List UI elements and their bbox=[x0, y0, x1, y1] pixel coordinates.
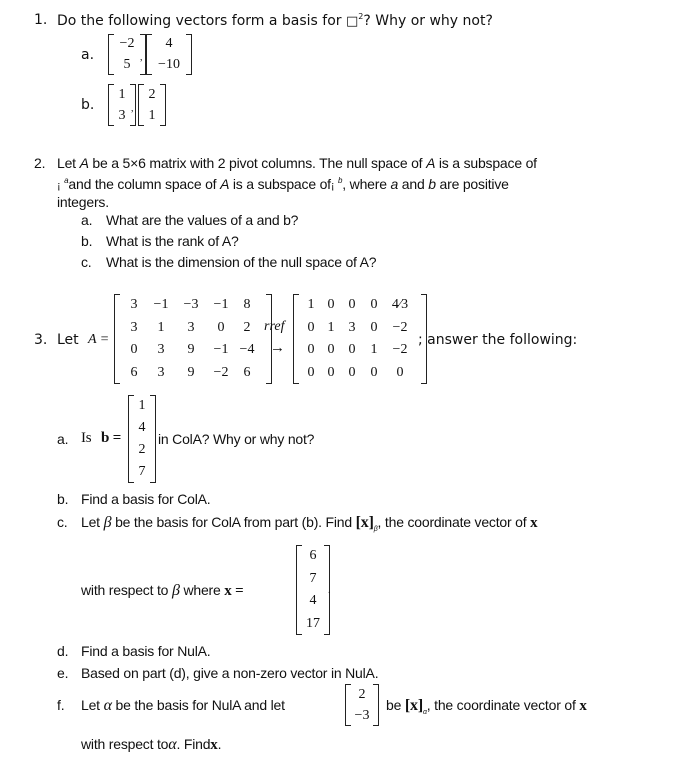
q3-A-equals: A = bbox=[88, 332, 110, 347]
q3-let: Let bbox=[57, 332, 79, 348]
q2-line-1: Let A be a 5×6 matrix with 2 pivot columns. The null space of A is a subspace of bbox=[57, 155, 537, 171]
matrix-cell: 0 bbox=[348, 342, 356, 358]
matrix-cell: 0 bbox=[130, 342, 138, 358]
q3b-text: Find a basis for ColA. bbox=[81, 491, 211, 507]
q2c-text: What is the dimension of the null space of A? bbox=[106, 254, 377, 270]
q3f-label: f. bbox=[57, 697, 65, 713]
matrix-cell: −1 bbox=[213, 297, 229, 313]
matrix-cell: 0 bbox=[327, 364, 335, 380]
q1a-label: a. bbox=[81, 47, 95, 63]
matrix-cell: 0 bbox=[370, 364, 378, 380]
matrix-cell: 0 bbox=[307, 364, 315, 380]
matrix-cell: 3 bbox=[130, 297, 138, 313]
matrix-cell: 0 bbox=[307, 342, 315, 358]
vector-x: 6 7 4 17 bbox=[296, 545, 330, 635]
q3d-label: d. bbox=[57, 643, 69, 659]
q3f-line-2: with respect toα. Findx. bbox=[81, 736, 222, 753]
real-space-symbol: □ bbox=[345, 14, 359, 29]
matrix-cell: −2 bbox=[213, 364, 229, 380]
q1a-vector-1: −2 5 bbox=[108, 34, 146, 75]
q1b-vector-2: 2 1 bbox=[138, 84, 166, 126]
q2a-text: What are the values of a and b? bbox=[106, 212, 299, 228]
q3b-label: b. bbox=[57, 491, 69, 507]
matrix-cell: 0 bbox=[348, 297, 356, 313]
q3-instruction: ; answer the following: bbox=[418, 332, 578, 348]
q2c-label: c. bbox=[81, 254, 92, 270]
q2b-text: What is the rank of A? bbox=[106, 233, 239, 249]
matrix-cell: 3 bbox=[348, 319, 356, 335]
arrow-icon: → bbox=[270, 340, 285, 356]
matrix-cell: 9 bbox=[187, 364, 195, 380]
matrix-cell: 0 bbox=[370, 319, 378, 335]
matrix-cell: 6 bbox=[130, 364, 138, 380]
vector-b: 1 4 2 7 bbox=[128, 395, 156, 483]
q3f-line-1a: Let α be the basis for NulA and let bbox=[81, 697, 285, 714]
q3a-text: in ColA? Why or why not? bbox=[158, 431, 315, 447]
q1b-vector-1: 1 3 bbox=[108, 84, 136, 126]
q3f-line-1b: be $[x]_\alpha$, the coordinate vector of x bbox=[386, 697, 587, 716]
matrix-rref bbox=[293, 294, 427, 384]
matrix-cell: 0 bbox=[327, 297, 335, 313]
matrix-cell: 4⁄3 bbox=[391, 297, 409, 313]
matrix-cell: −3 bbox=[183, 297, 199, 313]
rref-label: rref bbox=[264, 319, 285, 334]
matrix-cell: 3 bbox=[157, 364, 165, 380]
matrix-cell: −4 bbox=[239, 342, 255, 358]
matrix-cell: 0 bbox=[348, 364, 356, 380]
matrix-cell: −1 bbox=[213, 342, 229, 358]
matrix-cell: 3 bbox=[187, 319, 195, 335]
q2a-label: a. bbox=[81, 212, 93, 228]
matrix-cell: 0 bbox=[307, 319, 315, 335]
q2-line-2: ¡ $^a$and the column space of A is a subspace of¡ $^b$, where a and b are positive bbox=[57, 176, 509, 192]
matrix-cell: −1 bbox=[153, 297, 169, 313]
matrix-cell: 1 bbox=[157, 319, 165, 335]
q3d-text: Find a basis for NulA. bbox=[81, 643, 211, 659]
q2-number: 2. bbox=[34, 155, 46, 171]
matrix-cell: 6 bbox=[243, 364, 251, 380]
q1a-vector-2: 4 −10 bbox=[146, 34, 192, 75]
q3c-label: c. bbox=[57, 514, 68, 530]
b-equals: b = bbox=[101, 430, 122, 446]
matrix-cell: 0 bbox=[396, 364, 404, 380]
q1-number: 1. bbox=[34, 12, 48, 28]
q2-line-3: integers. bbox=[57, 194, 109, 210]
matrix-cell: 8 bbox=[243, 297, 251, 313]
matrix-cell: 0 bbox=[370, 297, 378, 313]
q1-prompt: Do the following vectors form a basis for □$^2$? Why or why not? bbox=[57, 12, 493, 29]
matrix-cell: 1 bbox=[370, 342, 378, 358]
q2b-label: b. bbox=[81, 233, 93, 249]
q3c-line-1: Let β be the basis for ColA from part (b). Find $[x]_\beta$, the coordinate vector of x bbox=[81, 514, 538, 533]
matrix-cell: 1 bbox=[307, 297, 315, 313]
matrix-cell: 0 bbox=[327, 342, 335, 358]
matrix-cell: −2 bbox=[392, 319, 408, 335]
q3e-text: Based on part (d), give a non-zero vector in NulA. bbox=[81, 665, 379, 681]
q1b-label: b. bbox=[81, 97, 95, 113]
matrix-cell: 1 bbox=[327, 319, 335, 335]
q3-number: 3. bbox=[34, 332, 48, 348]
matrix-cell: 2 bbox=[243, 319, 251, 335]
vector-x-alpha: 2 −3 bbox=[345, 684, 379, 726]
q3a-label: a. bbox=[57, 431, 69, 447]
matrix-cell: 9 bbox=[187, 342, 195, 358]
matrix-cell: 0 bbox=[217, 319, 225, 335]
matrix-cell: −2 bbox=[392, 342, 408, 358]
q3c-line-2: with respect to β where x = bbox=[81, 582, 244, 599]
matrix-A bbox=[114, 294, 272, 384]
matrix-cell: 3 bbox=[130, 319, 138, 335]
q3e-label: e. bbox=[57, 665, 69, 681]
matrix-cell: 3 bbox=[157, 342, 165, 358]
